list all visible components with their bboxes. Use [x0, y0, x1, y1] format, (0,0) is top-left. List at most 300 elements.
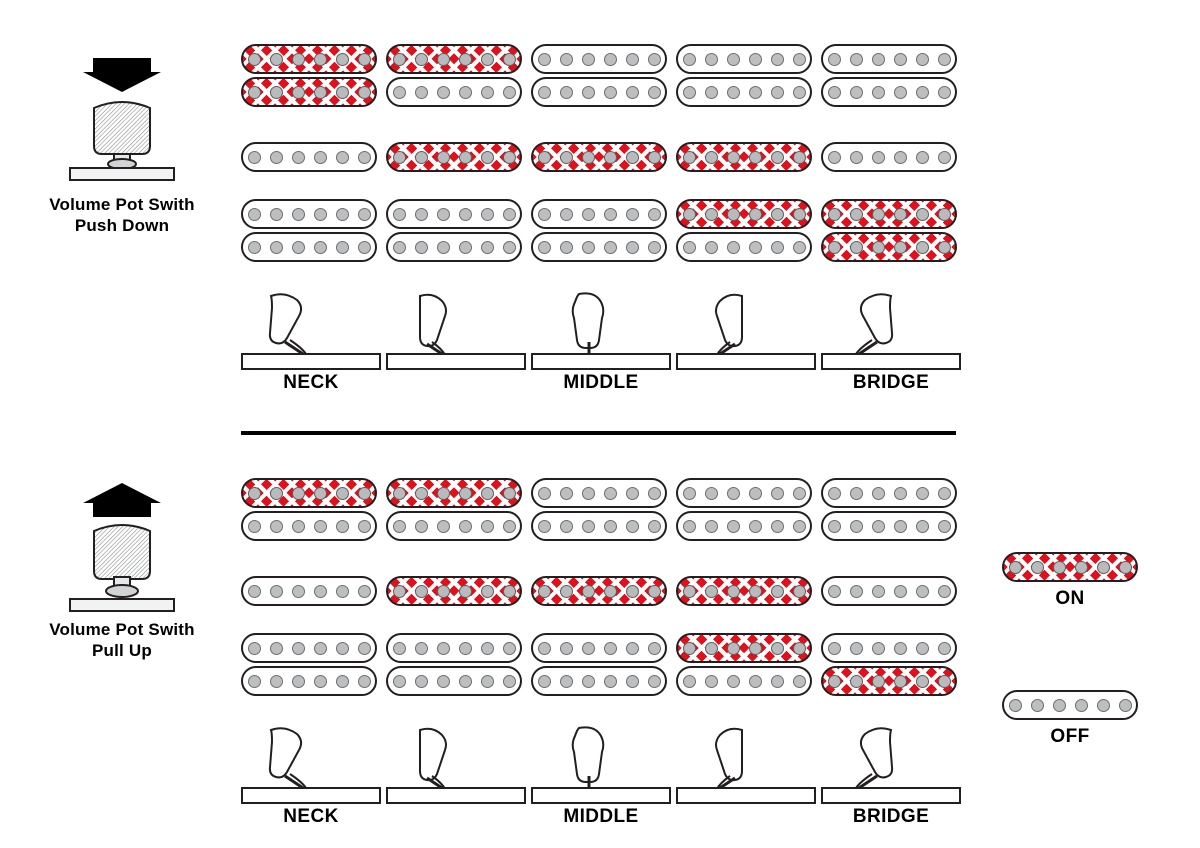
arrow-up-icon: [83, 483, 161, 517]
pole: [336, 241, 349, 254]
pole: [938, 86, 951, 99]
pole: [582, 520, 595, 533]
pole: [916, 520, 929, 533]
pole: [270, 86, 283, 99]
pole: [314, 585, 327, 598]
pole: [1031, 561, 1044, 574]
pole: [481, 642, 494, 655]
pole: [793, 208, 806, 221]
pole: [749, 675, 762, 688]
pole: [459, 585, 472, 598]
pole: [358, 86, 371, 99]
pole: [560, 642, 573, 655]
pole: [793, 585, 806, 598]
switch-base: [676, 353, 816, 370]
pole: [459, 241, 472, 254]
pole: [1009, 561, 1022, 574]
pole: [314, 642, 327, 655]
pole: [648, 642, 661, 655]
pole: [292, 86, 305, 99]
pole: [538, 675, 551, 688]
middle-coil: [531, 576, 667, 606]
bridge-humbucker: [531, 199, 671, 262]
legend-off: [1000, 690, 1140, 748]
pole: [336, 208, 349, 221]
pole: [393, 241, 406, 254]
pole: [1009, 699, 1022, 712]
pole: [358, 53, 371, 66]
switch-position-column-1: [241, 44, 381, 394]
switch-base: [531, 787, 671, 804]
switch-position-column-1-pullup: [241, 478, 381, 828]
pole: [683, 675, 696, 688]
pole: [248, 520, 261, 533]
pole: [248, 675, 261, 688]
pole: [793, 86, 806, 99]
pole: [828, 86, 841, 99]
pole: [850, 151, 863, 164]
neck-coil-1: [386, 44, 522, 74]
pole: [749, 520, 762, 533]
neck-humbucker: [241, 44, 381, 107]
pole: [415, 53, 428, 66]
pole: [437, 151, 450, 164]
pole: [336, 520, 349, 533]
pole: [503, 585, 516, 598]
knob-label-line1: Volume Pot Swith: [49, 620, 195, 639]
pole: [437, 585, 450, 598]
pole: [683, 53, 696, 66]
pole: [872, 520, 885, 533]
pole: [292, 520, 305, 533]
pole: [872, 86, 885, 99]
pole: [894, 208, 907, 221]
pole: [749, 151, 762, 164]
pole: [358, 151, 371, 164]
bridge-humbucker: [241, 199, 381, 262]
legend-pickup-off: [1002, 690, 1138, 720]
pole: [938, 642, 951, 655]
pole: [314, 487, 327, 500]
switch-base: [821, 353, 961, 370]
pole: [793, 241, 806, 254]
position-label-neck: NECK: [283, 372, 339, 393]
switch-base: [241, 353, 381, 370]
pole: [270, 675, 283, 688]
pole: [828, 241, 841, 254]
knob-block-push-down: [22, 50, 222, 236]
pole: [336, 86, 349, 99]
pole: [916, 241, 929, 254]
neck-coil-2: [531, 77, 667, 107]
pole: [872, 241, 885, 254]
pole: [771, 208, 784, 221]
pole: [705, 53, 718, 66]
pole: [938, 53, 951, 66]
bridge-coil-1: [821, 633, 957, 663]
neck-humbucker: [821, 44, 961, 107]
pole: [292, 675, 305, 688]
pole: [938, 241, 951, 254]
pole: [582, 675, 595, 688]
pole: [459, 208, 472, 221]
neck-humbucker: [676, 44, 816, 107]
neck-coil-2: [676, 511, 812, 541]
pole: [683, 487, 696, 500]
pole: [481, 53, 494, 66]
bridge-coil-1: [821, 199, 957, 229]
pole: [538, 86, 551, 99]
pole: [538, 53, 551, 66]
pole: [683, 241, 696, 254]
pole: [538, 642, 551, 655]
knob-label-line1: Volume Pot Swith: [49, 195, 195, 214]
legend-label-off: OFF: [1050, 726, 1090, 747]
switch-position-column-4: [676, 44, 816, 372]
pole: [938, 585, 951, 598]
pole: [582, 151, 595, 164]
pole: [415, 241, 428, 254]
neck-humbucker: [821, 478, 961, 541]
pole: [727, 585, 740, 598]
pole: [314, 86, 327, 99]
pole: [626, 86, 639, 99]
pole: [749, 487, 762, 500]
pole: [771, 241, 784, 254]
toggle-switch-position-2[interactable]: [386, 724, 526, 804]
pole: [582, 241, 595, 254]
pole: [604, 151, 617, 164]
neck-humbucker: [531, 478, 671, 541]
pole: [894, 53, 907, 66]
pole: [560, 520, 573, 533]
toggle-switch-position-5[interactable]: [821, 290, 961, 370]
neck-coil-2: [386, 511, 522, 541]
pole: [938, 208, 951, 221]
pole: [626, 53, 639, 66]
pole: [560, 487, 573, 500]
switch-position-column-2-pullup: [386, 478, 526, 806]
pole: [415, 151, 428, 164]
pole: [248, 241, 261, 254]
pole: [582, 53, 595, 66]
pole: [771, 487, 784, 500]
volume-knob-icon: [62, 519, 182, 620]
position-label-bridge: BRIDGE: [852, 372, 930, 393]
toggle-switch-position-1[interactable]: [241, 290, 381, 370]
switch-position-column-5: [821, 44, 961, 394]
pole: [1075, 561, 1088, 574]
pole: [771, 675, 784, 688]
neck-coil-1: [531, 478, 667, 508]
pole: [336, 675, 349, 688]
pole: [393, 208, 406, 221]
arrow-down-icon: [83, 58, 161, 92]
pole: [894, 86, 907, 99]
pole: [560, 208, 573, 221]
pole: [604, 585, 617, 598]
middle-pickup: [821, 576, 961, 606]
pole: [916, 642, 929, 655]
neck-coil-1: [821, 478, 957, 508]
bridge-coil-2: [821, 666, 957, 696]
pole: [538, 520, 551, 533]
pole: [626, 675, 639, 688]
toggle-switch-position-4[interactable]: [676, 724, 816, 804]
pole: [538, 151, 551, 164]
pole: [481, 151, 494, 164]
knob-label-line2: Pull Up: [92, 641, 152, 660]
pole: [894, 241, 907, 254]
pole: [771, 642, 784, 655]
bridge-coil-2: [531, 666, 667, 696]
pole: [270, 642, 283, 655]
pole: [582, 642, 595, 655]
pole: [938, 520, 951, 533]
pole: [538, 487, 551, 500]
middle-pickup: [676, 142, 816, 172]
pole: [749, 585, 762, 598]
pole: [938, 675, 951, 688]
pole: [894, 585, 907, 598]
pole: [872, 208, 885, 221]
section-divider: [241, 431, 956, 435]
neck-coil-1: [676, 44, 812, 74]
switch-position-column-3: [531, 44, 671, 394]
pole: [894, 642, 907, 655]
neck-coil-1: [676, 478, 812, 508]
pole: [648, 86, 661, 99]
bridge-coil-1: [676, 633, 812, 663]
pole: [248, 151, 261, 164]
pole: [604, 675, 617, 688]
pole: [872, 151, 885, 164]
pole: [626, 642, 639, 655]
pole: [314, 151, 327, 164]
pole: [358, 675, 371, 688]
pole: [336, 53, 349, 66]
switch-position-column-3-pullup: [531, 478, 671, 828]
pole: [1031, 699, 1044, 712]
pole: [850, 642, 863, 655]
neck-coil-1: [821, 44, 957, 74]
pole: [314, 520, 327, 533]
middle-pickup: [241, 576, 381, 606]
pole: [626, 208, 639, 221]
middle-coil: [531, 142, 667, 172]
pole: [314, 241, 327, 254]
pole: [894, 520, 907, 533]
pole: [683, 86, 696, 99]
pole: [705, 151, 718, 164]
pole: [560, 86, 573, 99]
position-label-neck: NECK: [283, 806, 339, 827]
middle-pickup: [531, 576, 671, 606]
pole: [771, 520, 784, 533]
pole: [705, 520, 718, 533]
pole: [894, 487, 907, 500]
toggle-switch-position-1[interactable]: [241, 724, 381, 804]
bridge-coil-2: [676, 232, 812, 262]
pole: [503, 642, 516, 655]
pole: [560, 675, 573, 688]
toggle-switch-position-4[interactable]: [676, 290, 816, 370]
pole: [916, 208, 929, 221]
neck-coil-2: [676, 77, 812, 107]
pole: [626, 520, 639, 533]
knob-label-line2: Push Down: [74, 216, 170, 235]
pole: [459, 675, 472, 688]
pole: [437, 520, 450, 533]
pole: [705, 585, 718, 598]
pole: [749, 53, 762, 66]
pole: [314, 208, 327, 221]
pole: [358, 208, 371, 221]
pole: [793, 675, 806, 688]
pole: [538, 241, 551, 254]
pole: [358, 520, 371, 533]
switch-position-column-5-pullup: [821, 478, 961, 828]
pole: [481, 520, 494, 533]
bridge-humbucker: [676, 199, 816, 262]
switch-base: [821, 787, 961, 804]
pole: [1097, 699, 1110, 712]
toggle-switch-position-3[interactable]: [531, 290, 671, 370]
pole: [336, 487, 349, 500]
bridge-coil-1: [386, 199, 522, 229]
middle-coil: [821, 142, 957, 172]
neck-coil-2: [386, 77, 522, 107]
neck-coil-2: [241, 77, 377, 107]
pole: [727, 642, 740, 655]
pole: [727, 208, 740, 221]
bridge-coil-1: [676, 199, 812, 229]
pole: [604, 241, 617, 254]
pole: [604, 208, 617, 221]
pole: [648, 241, 661, 254]
pole: [916, 487, 929, 500]
pole: [481, 487, 494, 500]
toggle-switch-position-3[interactable]: [531, 724, 671, 804]
volume-knob-icon: [62, 94, 182, 191]
pole: [850, 86, 863, 99]
neck-coil-1: [531, 44, 667, 74]
pole: [828, 53, 841, 66]
pole: [560, 53, 573, 66]
pole: [459, 151, 472, 164]
neck-coil-1: [241, 478, 377, 508]
pole: [459, 642, 472, 655]
pole: [560, 241, 573, 254]
toggle-switch-position-5[interactable]: [821, 724, 961, 804]
pole: [270, 53, 283, 66]
neck-coil-2: [241, 511, 377, 541]
pole: [705, 642, 718, 655]
pole: [916, 53, 929, 66]
bridge-humbucker: [386, 633, 526, 696]
pole: [415, 208, 428, 221]
pole: [771, 585, 784, 598]
pole: [292, 487, 305, 500]
middle-coil: [676, 576, 812, 606]
pole: [393, 86, 406, 99]
pole: [437, 642, 450, 655]
bridge-coil-2: [241, 232, 377, 262]
pole: [248, 208, 261, 221]
pole: [626, 241, 639, 254]
pole: [626, 151, 639, 164]
pole: [916, 675, 929, 688]
pole: [648, 208, 661, 221]
pole: [771, 151, 784, 164]
pole: [415, 520, 428, 533]
pole: [793, 487, 806, 500]
pole: [437, 675, 450, 688]
pole: [270, 241, 283, 254]
knob-block-pull-up: [22, 475, 222, 661]
pole: [393, 487, 406, 500]
bridge-coil-1: [386, 633, 522, 663]
pole: [437, 53, 450, 66]
toggle-switch-position-2[interactable]: [386, 290, 526, 370]
pole: [503, 487, 516, 500]
legend-on: [1000, 552, 1140, 610]
bridge-coil-1: [531, 199, 667, 229]
pole: [793, 151, 806, 164]
pole: [828, 487, 841, 500]
pole: [292, 151, 305, 164]
pole: [481, 675, 494, 688]
pole: [415, 487, 428, 500]
middle-coil: [241, 576, 377, 606]
middle-coil: [241, 142, 377, 172]
pole: [503, 241, 516, 254]
pole: [850, 53, 863, 66]
pole: [437, 208, 450, 221]
pole: [828, 151, 841, 164]
pole: [850, 585, 863, 598]
bridge-coil-2: [676, 666, 812, 696]
middle-pickup: [241, 142, 381, 172]
pole: [850, 487, 863, 500]
pole: [683, 642, 696, 655]
bridge-humbucker: [241, 633, 381, 696]
pole: [560, 151, 573, 164]
pole: [850, 208, 863, 221]
pole: [503, 151, 516, 164]
pole: [248, 86, 261, 99]
pole: [1119, 561, 1132, 574]
pole: [393, 520, 406, 533]
bridge-humbucker: [531, 633, 671, 696]
pole: [415, 642, 428, 655]
pole: [358, 241, 371, 254]
neck-humbucker: [241, 478, 381, 541]
pole: [1119, 699, 1132, 712]
knob-illustration-push-down: [22, 50, 222, 190]
pole: [248, 487, 261, 500]
pole: [872, 53, 885, 66]
pole: [648, 53, 661, 66]
pole: [358, 487, 371, 500]
pole: [894, 151, 907, 164]
pole: [292, 53, 305, 66]
pole: [916, 86, 929, 99]
pole: [292, 241, 305, 254]
pole: [503, 675, 516, 688]
bridge-coil-2: [821, 232, 957, 262]
pole: [270, 520, 283, 533]
